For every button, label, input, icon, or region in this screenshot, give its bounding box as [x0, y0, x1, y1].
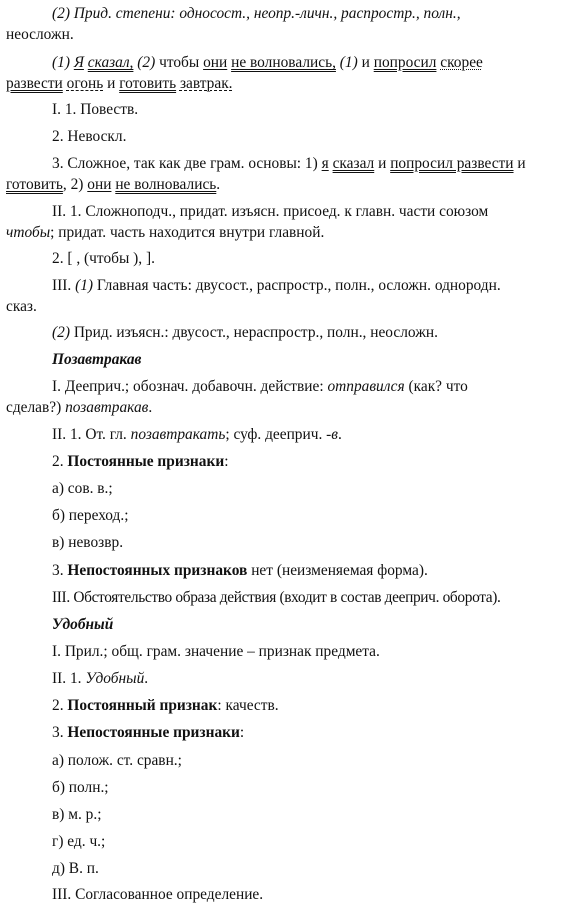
list-item	[52, 804, 102, 825]
subject-word: Я	[73, 54, 84, 71]
text-span: а) сов. в.;	[52, 480, 113, 497]
text-line	[6, 174, 220, 195]
list-item	[52, 777, 109, 798]
text-span: (1)	[75, 277, 94, 294]
text-line	[52, 376, 468, 397]
text-span: 2.	[52, 453, 64, 470]
adverbial-word: скорее	[440, 54, 483, 71]
text-line	[52, 99, 138, 120]
text-line	[52, 451, 228, 472]
heading-text: Позавтракав	[52, 351, 142, 368]
text-line	[52, 641, 380, 662]
bold-text: Непостоянные признаки	[67, 724, 240, 741]
list-item	[52, 505, 129, 526]
text-line	[6, 24, 74, 45]
subject-word: они	[87, 176, 112, 193]
list-item	[52, 478, 113, 499]
text-span: а) полож. ст. сравн.;	[52, 752, 182, 769]
text-line	[52, 275, 501, 296]
text-span: б) полн.;	[52, 779, 109, 796]
text-span: в	[331, 426, 338, 443]
text-span: .	[337, 426, 342, 443]
text-span: II. 1.	[52, 670, 82, 687]
text-span: (1)	[52, 54, 70, 71]
text-line	[52, 153, 526, 174]
text-span: Главная часть: двусост., распростр., полн., осложн. однородн.	[96, 277, 501, 294]
text-span: в) м. р.;	[52, 806, 102, 823]
list-item	[52, 831, 105, 852]
text-span: III. Обстоятельство образа действия (входит в состав дееприч. оборота).	[52, 589, 501, 606]
text-span: 3. Сложное, так как две грам. основы: 1)	[52, 155, 318, 172]
predicate-word: попросил	[373, 54, 437, 71]
text-span: I. Прил.; общ. грам. значение – признак предмета.	[52, 643, 380, 660]
text-span: III.	[52, 277, 72, 294]
bold-text: Непостоянных признаков	[67, 562, 248, 579]
section-heading	[52, 349, 141, 370]
text-span: неосложн.	[6, 26, 74, 43]
bold-text: Постоянный признак	[67, 697, 218, 714]
text-span: II. 1. Сложноподч., придат. изъясн. присоед. к главн. части союзом	[52, 203, 489, 220]
text-span: сделав?)	[6, 399, 62, 416]
text-span: .	[148, 399, 153, 416]
scheme-line	[52, 248, 155, 269]
predicate-word: готовить	[119, 75, 177, 92]
text-span: :	[224, 453, 229, 470]
predicate-word: попросил развести	[390, 155, 514, 172]
text-span: позавтракать	[130, 426, 226, 443]
heading-text: Удобный	[52, 616, 114, 633]
object-word: огонь	[66, 75, 104, 92]
text-span: ; суф. дееприч. -	[225, 426, 332, 443]
text-line	[52, 722, 244, 743]
text-span: 2. Невоскл.	[52, 128, 127, 145]
text-span: и	[517, 155, 526, 172]
text-line	[52, 424, 342, 445]
text-span: III. Согласованное определение.	[52, 886, 264, 903]
text-line	[52, 560, 428, 581]
text-span: г) ед. ч.;	[52, 833, 106, 850]
section-heading	[52, 614, 113, 635]
text-line	[52, 201, 488, 222]
text-span: (2)	[52, 324, 70, 341]
predicate-word: не волновались	[115, 176, 217, 193]
predicate-word: готовить	[6, 176, 63, 193]
text-span: д) В. п.	[52, 860, 99, 877]
text-span: (как? что	[408, 378, 468, 395]
text-span: :	[239, 724, 245, 741]
text-span: .	[144, 670, 149, 687]
subject-word: они	[203, 54, 228, 71]
text-line	[6, 222, 324, 243]
sentence-line-1	[52, 52, 483, 73]
text-span: II. 1. От. гл.	[52, 426, 127, 443]
text-span: Удобный	[85, 670, 145, 687]
text-span: 3.	[52, 562, 64, 579]
predicate-word: сказал	[332, 155, 375, 172]
text-span: отправился	[327, 378, 405, 395]
text-line	[52, 322, 438, 343]
text-span: б) переход.;	[52, 507, 129, 524]
text-span: (2)	[137, 54, 156, 71]
text-span: в) невозвр.	[52, 534, 124, 551]
text-span: : качеств.	[217, 697, 279, 714]
text-span: нет (неизменяемая форма).	[251, 562, 428, 579]
bold-text: Постоянные признаки	[67, 453, 225, 470]
text-span: чтобы	[159, 54, 200, 71]
text-span: (2) Прид. степени: односост., неопр.-личн., распростр., полн.,	[52, 5, 461, 22]
text-span: I. 1. Повеств.	[52, 101, 139, 118]
predicate-word: развести	[6, 75, 63, 92]
text-line	[52, 126, 126, 147]
text-span: 2. [ , (чтобы ), ].	[52, 250, 155, 267]
sentence-line-2	[6, 73, 233, 94]
text-line	[6, 397, 152, 418]
list-item	[52, 532, 123, 553]
text-span: и	[378, 155, 387, 172]
predicate-word: сказал,	[87, 54, 134, 71]
text-span: I. Дееприч.; обознач. добавочн. действие:	[52, 378, 324, 395]
text-line	[52, 695, 279, 716]
subject-word: я	[321, 155, 329, 172]
text-span: чтобы	[6, 224, 51, 241]
text-span: сказ.	[6, 298, 37, 315]
text-line	[52, 587, 501, 608]
object-word: завтрак.	[179, 75, 233, 92]
list-item	[52, 750, 182, 771]
text-span: , 2)	[62, 176, 84, 193]
text-span: и	[107, 75, 116, 92]
text-span: .	[216, 176, 221, 193]
text-line	[52, 668, 148, 689]
text-line	[6, 296, 37, 317]
list-item	[52, 858, 99, 879]
text-span: Прид. изъясн.: двусост., нераспростр., полн., неосложн.	[73, 324, 438, 341]
text-span: позавтракав	[65, 399, 149, 416]
text-span: (1)	[339, 54, 358, 71]
text-span: ; придат. часть находится внутри главной.	[50, 224, 325, 241]
text-span: 3.	[52, 724, 64, 741]
text-span: и	[361, 54, 370, 71]
text-line	[52, 884, 263, 905]
text-span: 2.	[52, 697, 64, 714]
text-line	[52, 3, 461, 24]
predicate-word: не волновались,	[231, 54, 336, 71]
